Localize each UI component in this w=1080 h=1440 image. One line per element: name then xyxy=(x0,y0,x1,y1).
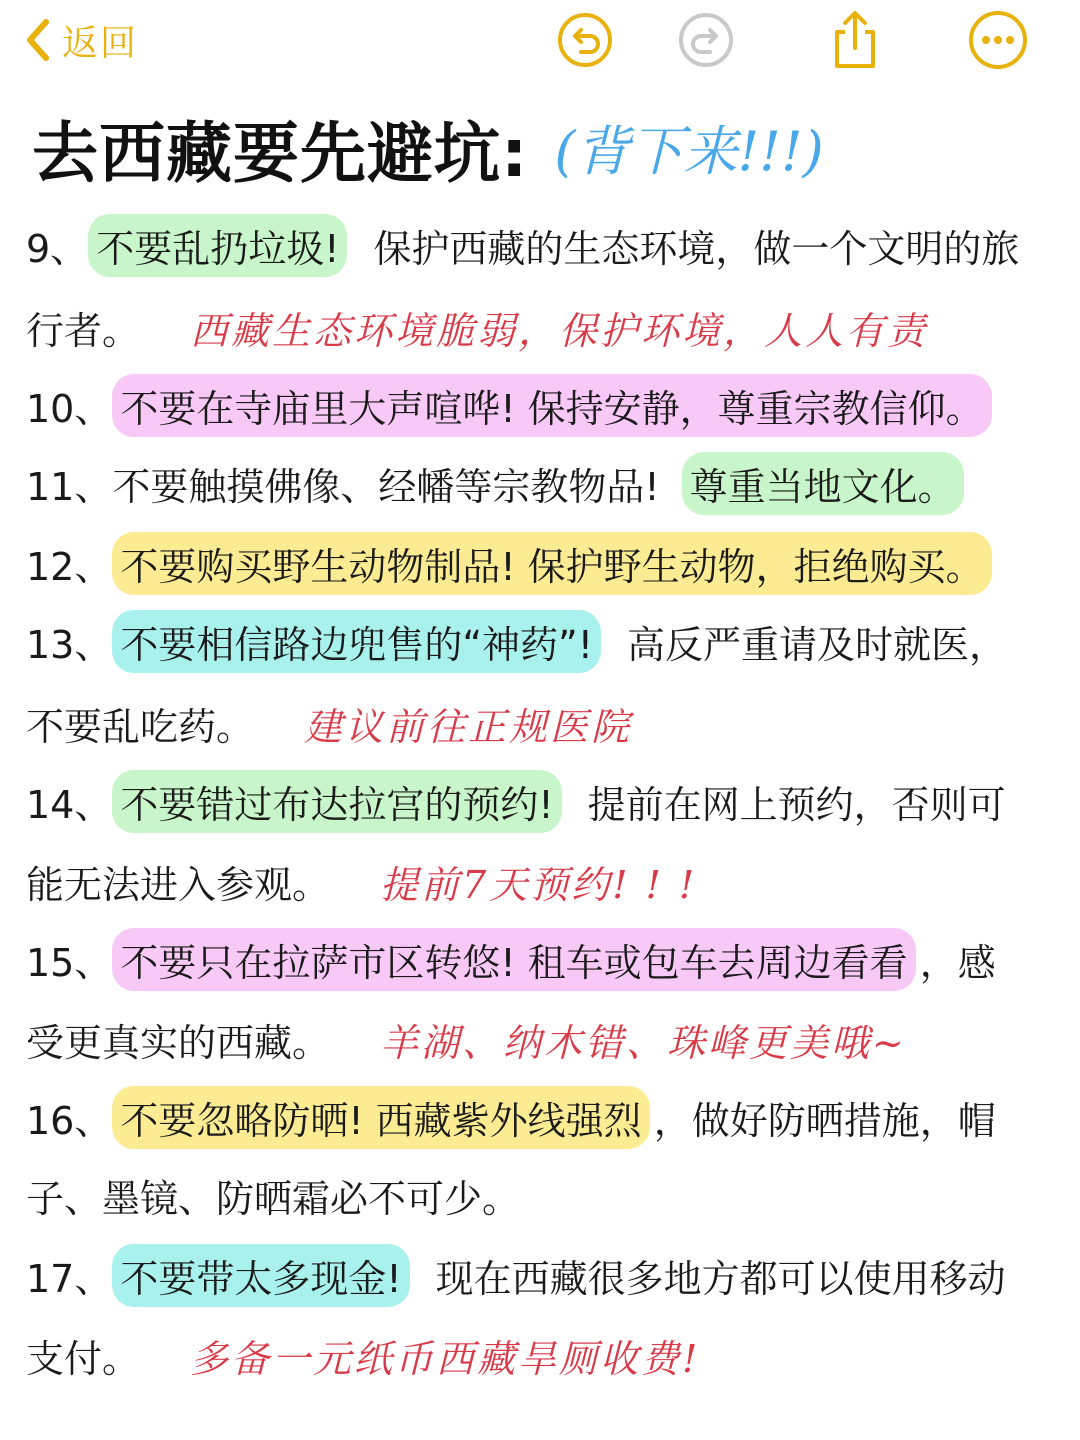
item-text-cont: 受更真实的西藏。 xyxy=(26,1020,331,1065)
undo-icon xyxy=(557,12,613,68)
list-item-9-cont xyxy=(26,292,1056,362)
chevron-left-icon xyxy=(20,16,56,64)
handwritten-note: 提前7天预约! ! ! xyxy=(380,862,698,907)
list-item-15 xyxy=(26,924,1056,994)
list-item-16-cont xyxy=(26,1160,1056,1230)
item-text-cont: 行者。 xyxy=(26,308,141,353)
back-button[interactable] xyxy=(20,12,138,68)
share-button[interactable] xyxy=(825,10,885,70)
item-number: 15、 xyxy=(26,940,113,985)
share-icon xyxy=(827,10,883,70)
item-highlight: 不要相信路边兜售的“神药”! xyxy=(112,610,601,673)
item-highlight: 不要在寺庙里大声喧哗! 保持安静，尊重宗教信仰。 xyxy=(112,374,991,437)
item-highlight: 尊重当地文化。 xyxy=(682,452,964,515)
item-text: 保护西藏的生态环境，做一个文明的旅 xyxy=(373,226,1020,271)
item-highlight: 不要购买野生动物制品! 保护野生动物，拒绝购买。 xyxy=(112,532,991,595)
list-item-14 xyxy=(26,766,1056,836)
list-item-15-cont xyxy=(26,1004,1056,1074)
item-number: 14、 xyxy=(26,782,113,827)
list-item-13 xyxy=(26,606,1056,676)
item-number: 13、 xyxy=(26,622,113,667)
title-row xyxy=(32,100,1052,195)
item-number: 9、 xyxy=(26,226,89,271)
item-number: 12、 xyxy=(26,544,113,589)
redo-icon xyxy=(678,12,734,68)
item-text: ，做好防晒措施，帽 xyxy=(653,1098,996,1143)
handwritten-note: 西藏生态环境脆弱，保护环境，人人有责 xyxy=(190,308,929,353)
item-text-cont: 能无法进入参观。 xyxy=(26,862,331,907)
item-highlight: 不要忽略防晒! 西藏紫外线强烈 xyxy=(112,1086,649,1149)
back-label: 返回 xyxy=(62,22,139,64)
item-number: 16、 xyxy=(26,1098,113,1143)
item-text: 不要触摸佛像、经幡等宗教物品! xyxy=(112,464,660,509)
list-item-16 xyxy=(26,1082,1056,1152)
redo-button[interactable] xyxy=(676,10,736,70)
list-item-14-cont xyxy=(26,846,1056,916)
item-text: ，感 xyxy=(919,940,996,985)
item-text: 提前在网上预约，否则可 xyxy=(587,782,1006,827)
item-number: 11、 xyxy=(26,464,113,509)
list-item-11 xyxy=(26,448,1056,518)
item-highlight: 不要只在拉萨市区转悠! 租车或包车去周边看看 xyxy=(112,928,915,991)
item-highlight: 不要带太多现金! xyxy=(112,1244,409,1307)
list-item-9 xyxy=(26,210,1056,280)
page-title: 去西藏要先避坑: xyxy=(32,115,529,192)
undo-button[interactable] xyxy=(555,10,615,70)
handwritten-note: 羊湖、纳木错、珠峰更美哦~ xyxy=(380,1020,907,1065)
item-highlight: 不要乱扔垃圾! xyxy=(88,214,347,277)
more-icon xyxy=(968,10,1028,70)
more-button[interactable] xyxy=(968,10,1028,70)
top-toolbar xyxy=(0,0,1080,80)
list-item-17 xyxy=(26,1240,1056,1310)
list-item-17-cont xyxy=(26,1320,1056,1390)
item-number: 17、 xyxy=(26,1256,113,1301)
item-text-cont: 子、墨镜、防晒霜必不可少。 xyxy=(26,1176,521,1221)
list-item-12 xyxy=(26,528,1056,598)
list-item-10 xyxy=(26,370,1056,440)
item-number: 10、 xyxy=(26,386,113,431)
title-handwritten-note: (背下来!!!) xyxy=(554,120,824,183)
item-text-cont: 不要乱吃药。 xyxy=(26,704,255,749)
list-item-13-cont xyxy=(26,688,1056,758)
item-text: 现在西藏很多地方都可以使用移动 xyxy=(435,1256,1006,1301)
handwritten-note: 多备一元纸币西藏旱厕收费! xyxy=(190,1336,701,1381)
item-highlight: 不要错过布达拉宫的预约! xyxy=(112,770,561,833)
handwritten-note: 建议前往正规医院 xyxy=(304,704,633,749)
item-text: 高反严重请及时就医， xyxy=(626,622,1007,667)
item-text-cont: 支付。 xyxy=(26,1336,141,1381)
